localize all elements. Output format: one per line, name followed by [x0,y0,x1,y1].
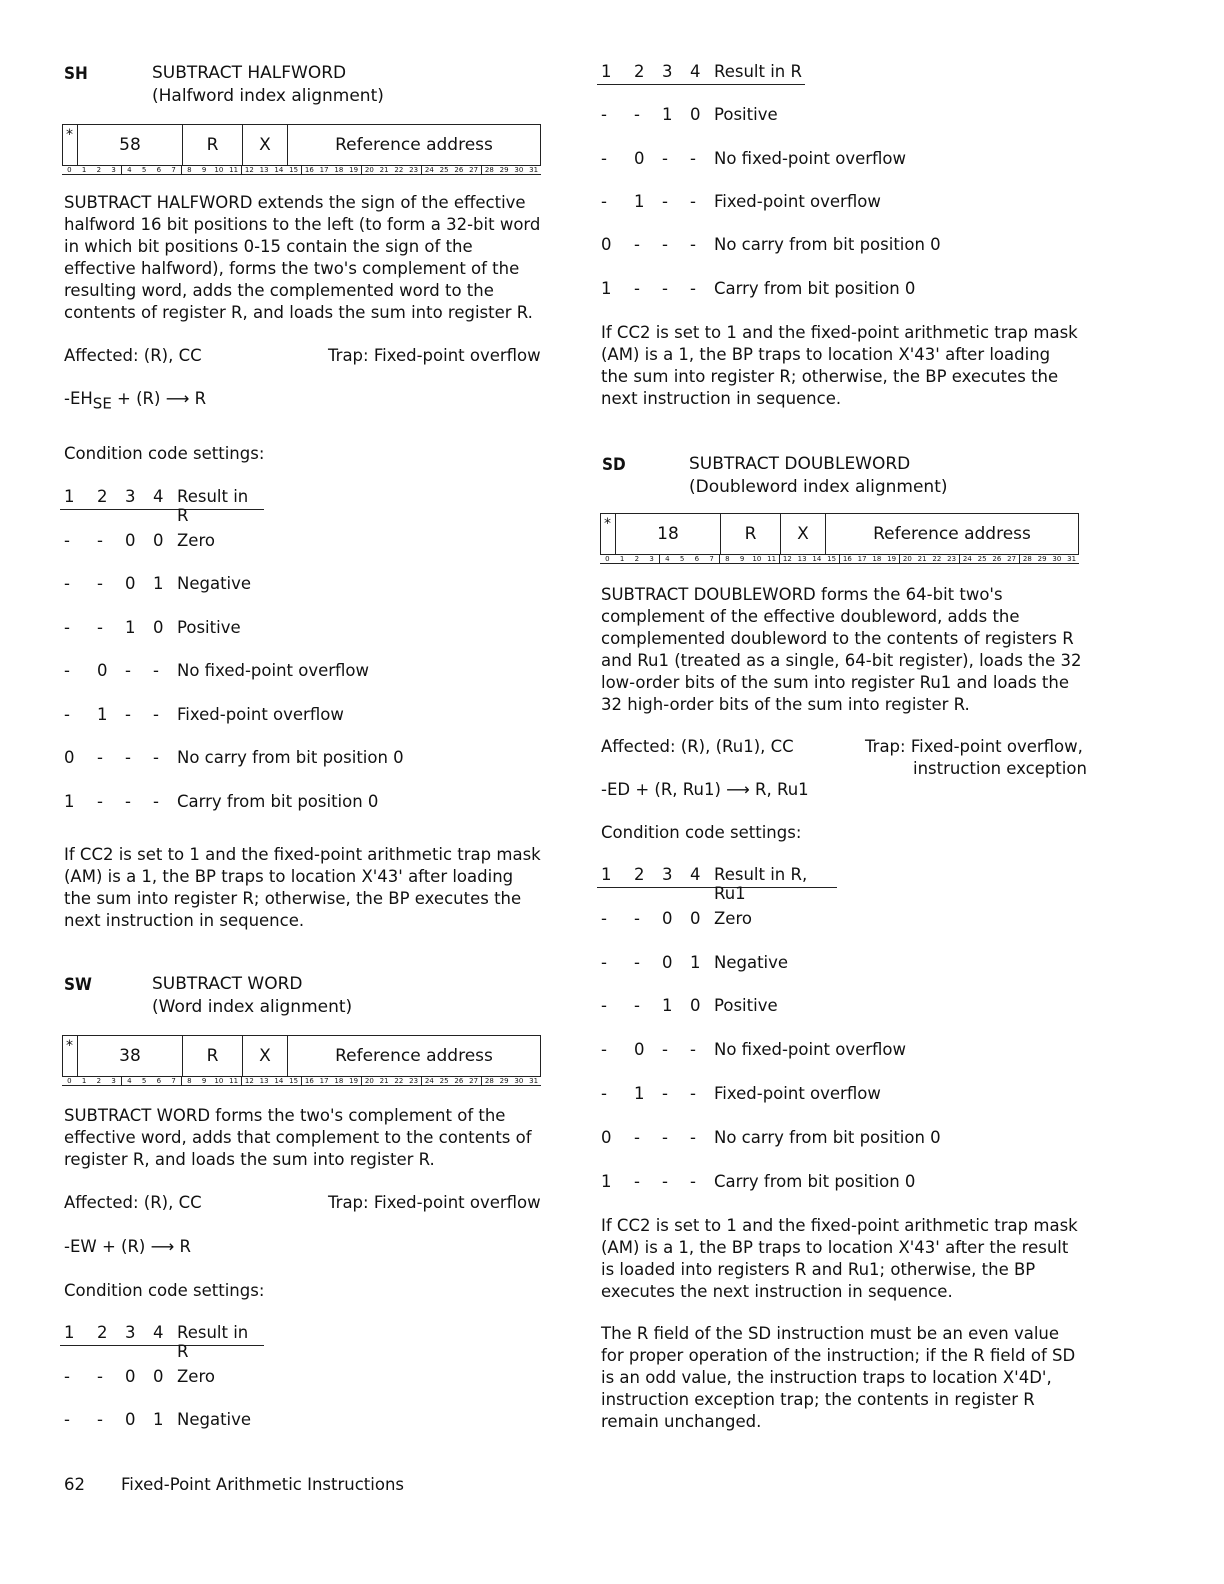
cc-row-bit: - [634,235,640,255]
footer-section-title: Fixed-Point Arithmetic Instructions [121,1475,405,1494]
cc-row-bit: 0 [690,105,701,125]
cc-row-bit: 0 [634,148,645,168]
cc-row-bit: 1 [690,952,701,972]
cc-row-meaning: Carry from bit position 0 [714,1171,916,1191]
cc-row-bit: - [634,952,640,972]
sh-formula: $-EH_{SE} + (R)$ ⟶ R [64,389,207,413]
sd-subtitle: (Doubleword index alignment) [689,477,948,497]
sw-cc-label: Condition code settings: [64,1281,265,1300]
cc-header [60,487,264,525]
cc-row [64,574,484,596]
sw-trap-note: If CC2 is set to 1 and the fixed-point arithmetic trap mask (AM) is a 1, the BP traps to location X'43' after loading the sum into register R; otherwise, the BP executes the next instruction in sequence. [601,323,1078,408]
sd-cc-label: Condition code settings: [601,823,802,842]
cc-row-bit: - [690,1171,696,1191]
cc-row-meaning: Zero [177,530,215,550]
cc-row-bit: - [601,952,607,972]
cc-header-bit: 3 [125,1323,136,1342]
cc-header-bit: 2 [97,1323,108,1342]
cc-row [601,1084,1021,1106]
sh-description: SUBTRACT HALFWORD extends the sign of the effective halfword 16 bit positions to the left (to form a 32-bit word in which bit positions 0-15 contain the sign of the effective halfword), forms the two's complement of the resulting word, adds the complemented word to the contents of register R, and loads the sum into register R. [64,193,541,322]
cc-row-bit: - [690,148,696,168]
cc-row-bit: - [662,1040,668,1060]
sh-instruction-format [62,124,541,166]
sw-subtitle: (Word index alignment) [152,997,353,1017]
sh-title: SUBTRACT HALFWORD [152,63,347,83]
sh-cc-label: Condition code settings: [64,444,265,463]
sh-subtitle: (Halfword index alignment) [152,86,384,106]
sw-instruction-format [62,1035,541,1077]
cc-row [601,279,1021,301]
cc-row-meaning: No carry from bit position 0 [714,235,941,255]
cc-row [64,705,484,727]
cc-row-bit: - [64,530,70,550]
cc-row-bit: 0 [125,574,136,593]
cc-row-bit: 0 [125,530,136,550]
cc-row [601,105,1021,127]
cc-row-bit: 0 [125,1410,136,1429]
cc-row-bit: - [125,748,131,767]
cc-row [601,909,1021,931]
cc-row-bit: 0 [153,617,164,637]
sd-description: SUBTRACT DOUBLEWORD forms the 64-bit two's complement of the effective doubleword, adds the complemented doubleword to the contents of registers R and Ru1 (treated as a single, 64-bit register), loads the 32 low-order bits of the sum into register Ru1 and loads the 32 high-order bits of the sum into register R. [601,585,1082,714]
cc-row-meaning: Zero [177,1366,215,1386]
cc-row-bit: - [64,1366,70,1386]
cc-header-bit: 4 [153,487,164,506]
cc-header-bit: 3 [662,62,673,81]
cc-row-bit: 1 [97,704,108,724]
r-field: R [183,125,243,165]
cc-row-bit: - [690,1040,696,1060]
cc-row-bit: 1 [634,191,645,211]
cc-header-result: Result in R [177,1323,249,1361]
cc-row-bit: - [662,1171,668,1191]
opcode-field: 38 [78,1036,183,1076]
cc-row-bit: 1 [601,1171,612,1191]
cc-row-bit: - [64,617,70,637]
cc-row-bit: - [64,1410,70,1429]
x-field: X [243,125,288,165]
sw-title: SUBTRACT WORD [152,974,303,994]
cc-row [64,1410,484,1432]
cc-row-bit: - [601,191,607,211]
cc-row-bit: 1 [662,996,673,1016]
sd-instruction-format [600,513,1079,555]
cc-row-bit: - [97,617,103,637]
cc-row-bit: - [601,1084,607,1103]
cc-header-bit: 2 [634,62,645,81]
cc-header-bit: 4 [690,62,701,81]
reference-address-field: Reference address [873,524,1031,544]
cc-row-bit: - [64,574,70,593]
sh-affected: Affected: (R), CC [64,346,202,365]
indirect-flag: * [604,516,611,532]
cc-row-meaning: Fixed-point overflow [714,191,881,211]
cc-row [64,531,484,553]
r-field: R [721,514,781,554]
cc-row-bit: 0 [153,530,164,550]
cc-header-result: Result in R, Ru1 [714,865,808,903]
cc-row-meaning: No fixed-point overflow [714,1040,907,1060]
cc-row-bit: 1 [153,574,164,593]
cc-row-bit: 0 [601,1127,612,1147]
cc-row [601,953,1021,975]
cc-row-meaning: Fixed-point overflow [177,704,344,724]
cc-row [601,1128,1021,1150]
sd-mnemonic: SD [602,455,626,475]
cc-row-bit: - [662,191,668,211]
cc-header [597,865,837,903]
cc-row [601,996,1021,1018]
cc-row-meaning: Positive [714,996,778,1016]
sd-trap: Trap: Fixed-point overflow, [865,737,1083,756]
cc-row-meaning: Negative [177,574,252,593]
sw-formula: -EW + (R) ⟶ R [64,1237,191,1256]
cc-row-meaning: No carry from bit position 0 [177,748,404,767]
cc-row [64,792,484,814]
cc-row-bit: 1 [662,105,673,125]
cc-row-bit: - [690,191,696,211]
cc-header-bit: 4 [690,865,701,884]
cc-row-bit: - [97,748,103,767]
cc-row-bit: 0 [690,908,701,928]
cc-row-bit: - [601,105,607,125]
cc-row-bit: 0 [662,908,673,928]
cc-row-meaning: Positive [177,617,241,637]
cc-row-bit: - [634,105,640,125]
sh-trap: Trap: Fixed-point overflow [328,346,541,365]
cc-row-bit: - [601,148,607,168]
sd-r-field-note: The R field of the SD instruction must be an even value for proper operation of the instruction; if the R field of SD is an odd value, the instruction traps to location X'4D', instruction exception trap; the contents in register R remain unchanged. [601,1324,1076,1431]
cc-row [64,618,484,640]
indirect-flag: * [66,1038,73,1054]
cc-row-bit: - [97,574,103,593]
cc-row-bit: 1 [125,617,136,637]
cc-row-meaning: No fixed-point overflow [714,148,907,168]
cc-row-bit: 0 [64,748,75,767]
cc-header-bit: 1 [601,62,612,81]
cc-row-meaning: Positive [714,105,778,125]
cc-header-bit: 1 [64,1323,75,1342]
cc-row-bit: 0 [690,996,701,1016]
cc-row-bit: - [662,278,668,298]
cc-row-bit: - [634,908,640,928]
reference-address-field: Reference address [335,135,493,155]
cc-row-bit: 0 [97,661,108,680]
indirect-flag: * [66,127,73,143]
cc-header-bit: 1 [601,865,612,884]
cc-row-bit: - [125,661,131,680]
cc-row-bit: - [662,235,668,255]
cc-row-bit: - [634,1171,640,1191]
cc-row-bit: - [690,278,696,298]
sw-trap: Trap: Fixed-point overflow [328,1193,541,1212]
cc-row-bit: - [97,1410,103,1429]
sw-description: SUBTRACT WORD forms the two's complement of the effective word, adds that complement to the contents of register R, and loads the sum into register R. [64,1106,532,1169]
cc-row-meaning: Carry from bit position 0 [177,791,379,811]
cc-header-result: Result in R [714,62,802,81]
cc-row-bit: - [97,530,103,550]
cc-header-bit: 1 [64,487,75,506]
cc-row-bit: 0 [662,952,673,972]
cc-row-bit: - [662,148,668,168]
opcode-field: 58 [78,125,183,165]
cc-row-bit: - [64,661,70,680]
cc-row-bit: - [153,791,159,811]
cc-row-meaning: Carry from bit position 0 [714,278,916,298]
sd-trap-line2: instruction exception [913,759,1087,778]
sd-formula: -ED + (R, Ru1) ⟶ R, Ru1 [601,780,809,799]
sh-bit-ruler: 0 1 2 3 4 5 6 7 8 9 10 11 12 13 14 15 16 17 18 19 20 21 22 23 24 25 26 27 28 29 30 31 [62,165,541,175]
cc-row [601,1172,1021,1194]
cc-row-bit: - [601,1040,607,1060]
cc-header-bit: 3 [125,487,136,506]
cc-row-meaning: No carry from bit position 0 [714,1127,941,1147]
cc-row [64,661,484,683]
cc-header [597,62,805,85]
cc-row [601,149,1021,171]
cc-row-bit: - [634,1127,640,1147]
cc-header [60,1323,264,1361]
sw-mnemonic: SW [64,975,92,995]
cc-row-bit: 0 [153,1366,164,1386]
sd-title: SUBTRACT DOUBLEWORD [689,454,911,474]
page-number: 62 [64,1475,85,1494]
cc-row-meaning: Negative [714,952,789,972]
cc-row [601,235,1021,257]
cc-row-bit: - [690,1127,696,1147]
cc-row-bit: - [97,791,103,811]
x-field: X [243,1036,288,1076]
cc-header-bit: 3 [662,865,673,884]
cc-row-bit: 0 [601,235,612,255]
cc-row-bit: 0 [125,1366,136,1386]
sh-trap-note: If CC2 is set to 1 and the fixed-point arithmetic trap mask (AM) is a 1, the BP traps to location X'43' after loading the sum into register R; otherwise, the BP executes the next instruction in sequence. [64,845,541,930]
cc-row-meaning: Fixed-point overflow [714,1084,881,1103]
cc-row-bit: - [690,235,696,255]
cc-row [601,1040,1021,1062]
cc-row-bit: 1 [153,1410,164,1429]
cc-row-meaning: Zero [714,908,752,928]
cc-header-bit: 2 [634,865,645,884]
cc-row-bit: - [97,1366,103,1386]
cc-row-bit: - [64,704,70,724]
cc-header-result: Result in R [177,487,249,525]
cc-row-bit: - [601,996,607,1016]
cc-row [64,748,484,770]
cc-row-meaning: No fixed-point overflow [177,661,370,680]
cc-row [601,192,1021,214]
sd-bit-ruler: 0 1 2 3 4 5 6 7 8 9 10 11 12 13 14 15 16 17 18 19 20 21 22 23 24 25 26 27 28 29 30 31 [600,554,1079,564]
cc-row-bit: - [125,704,131,724]
reference-address-field: Reference address [335,1046,493,1066]
cc-row-bit: - [125,791,131,811]
cc-row-bit: - [662,1127,668,1147]
cc-row-bit: 0 [634,1040,645,1060]
opcode-field: 18 [616,514,721,554]
cc-row-bit: - [153,661,159,680]
sh-mnemonic: SH [64,64,88,84]
cc-row-bit: - [662,1084,668,1103]
cc-row-bit: - [601,908,607,928]
cc-row-bit: 1 [634,1084,645,1103]
cc-row-meaning: Negative [177,1410,252,1429]
cc-row-bit: - [153,704,159,724]
cc-row [64,1367,484,1389]
sd-trap-note: If CC2 is set to 1 and the fixed-point arithmetic trap mask (AM) is a 1, the BP traps to location X'43' after the result is loaded into registers R and Ru1; otherwise, the BP executes the next instruction in sequence. [601,1216,1078,1301]
x-field: X [781,514,826,554]
cc-row-bit: 1 [64,791,75,811]
cc-row-bit: - [634,278,640,298]
sw-affected: Affected: (R), CC [64,1193,202,1212]
sd-affected: Affected: (R), (Ru1), CC [601,737,794,756]
cc-header-bit: 4 [153,1323,164,1342]
cc-row-bit: - [634,996,640,1016]
cc-row-bit: - [690,1084,696,1103]
cc-row-bit: 1 [601,278,612,298]
sw-bit-ruler: 0 1 2 3 4 5 6 7 8 9 10 11 12 13 14 15 16 17 18 19 20 21 22 23 24 25 26 27 28 29 30 31 [62,1076,541,1086]
cc-header-bit: 2 [97,487,108,506]
r-field: R [183,1036,243,1076]
cc-row-bit: - [153,748,159,767]
